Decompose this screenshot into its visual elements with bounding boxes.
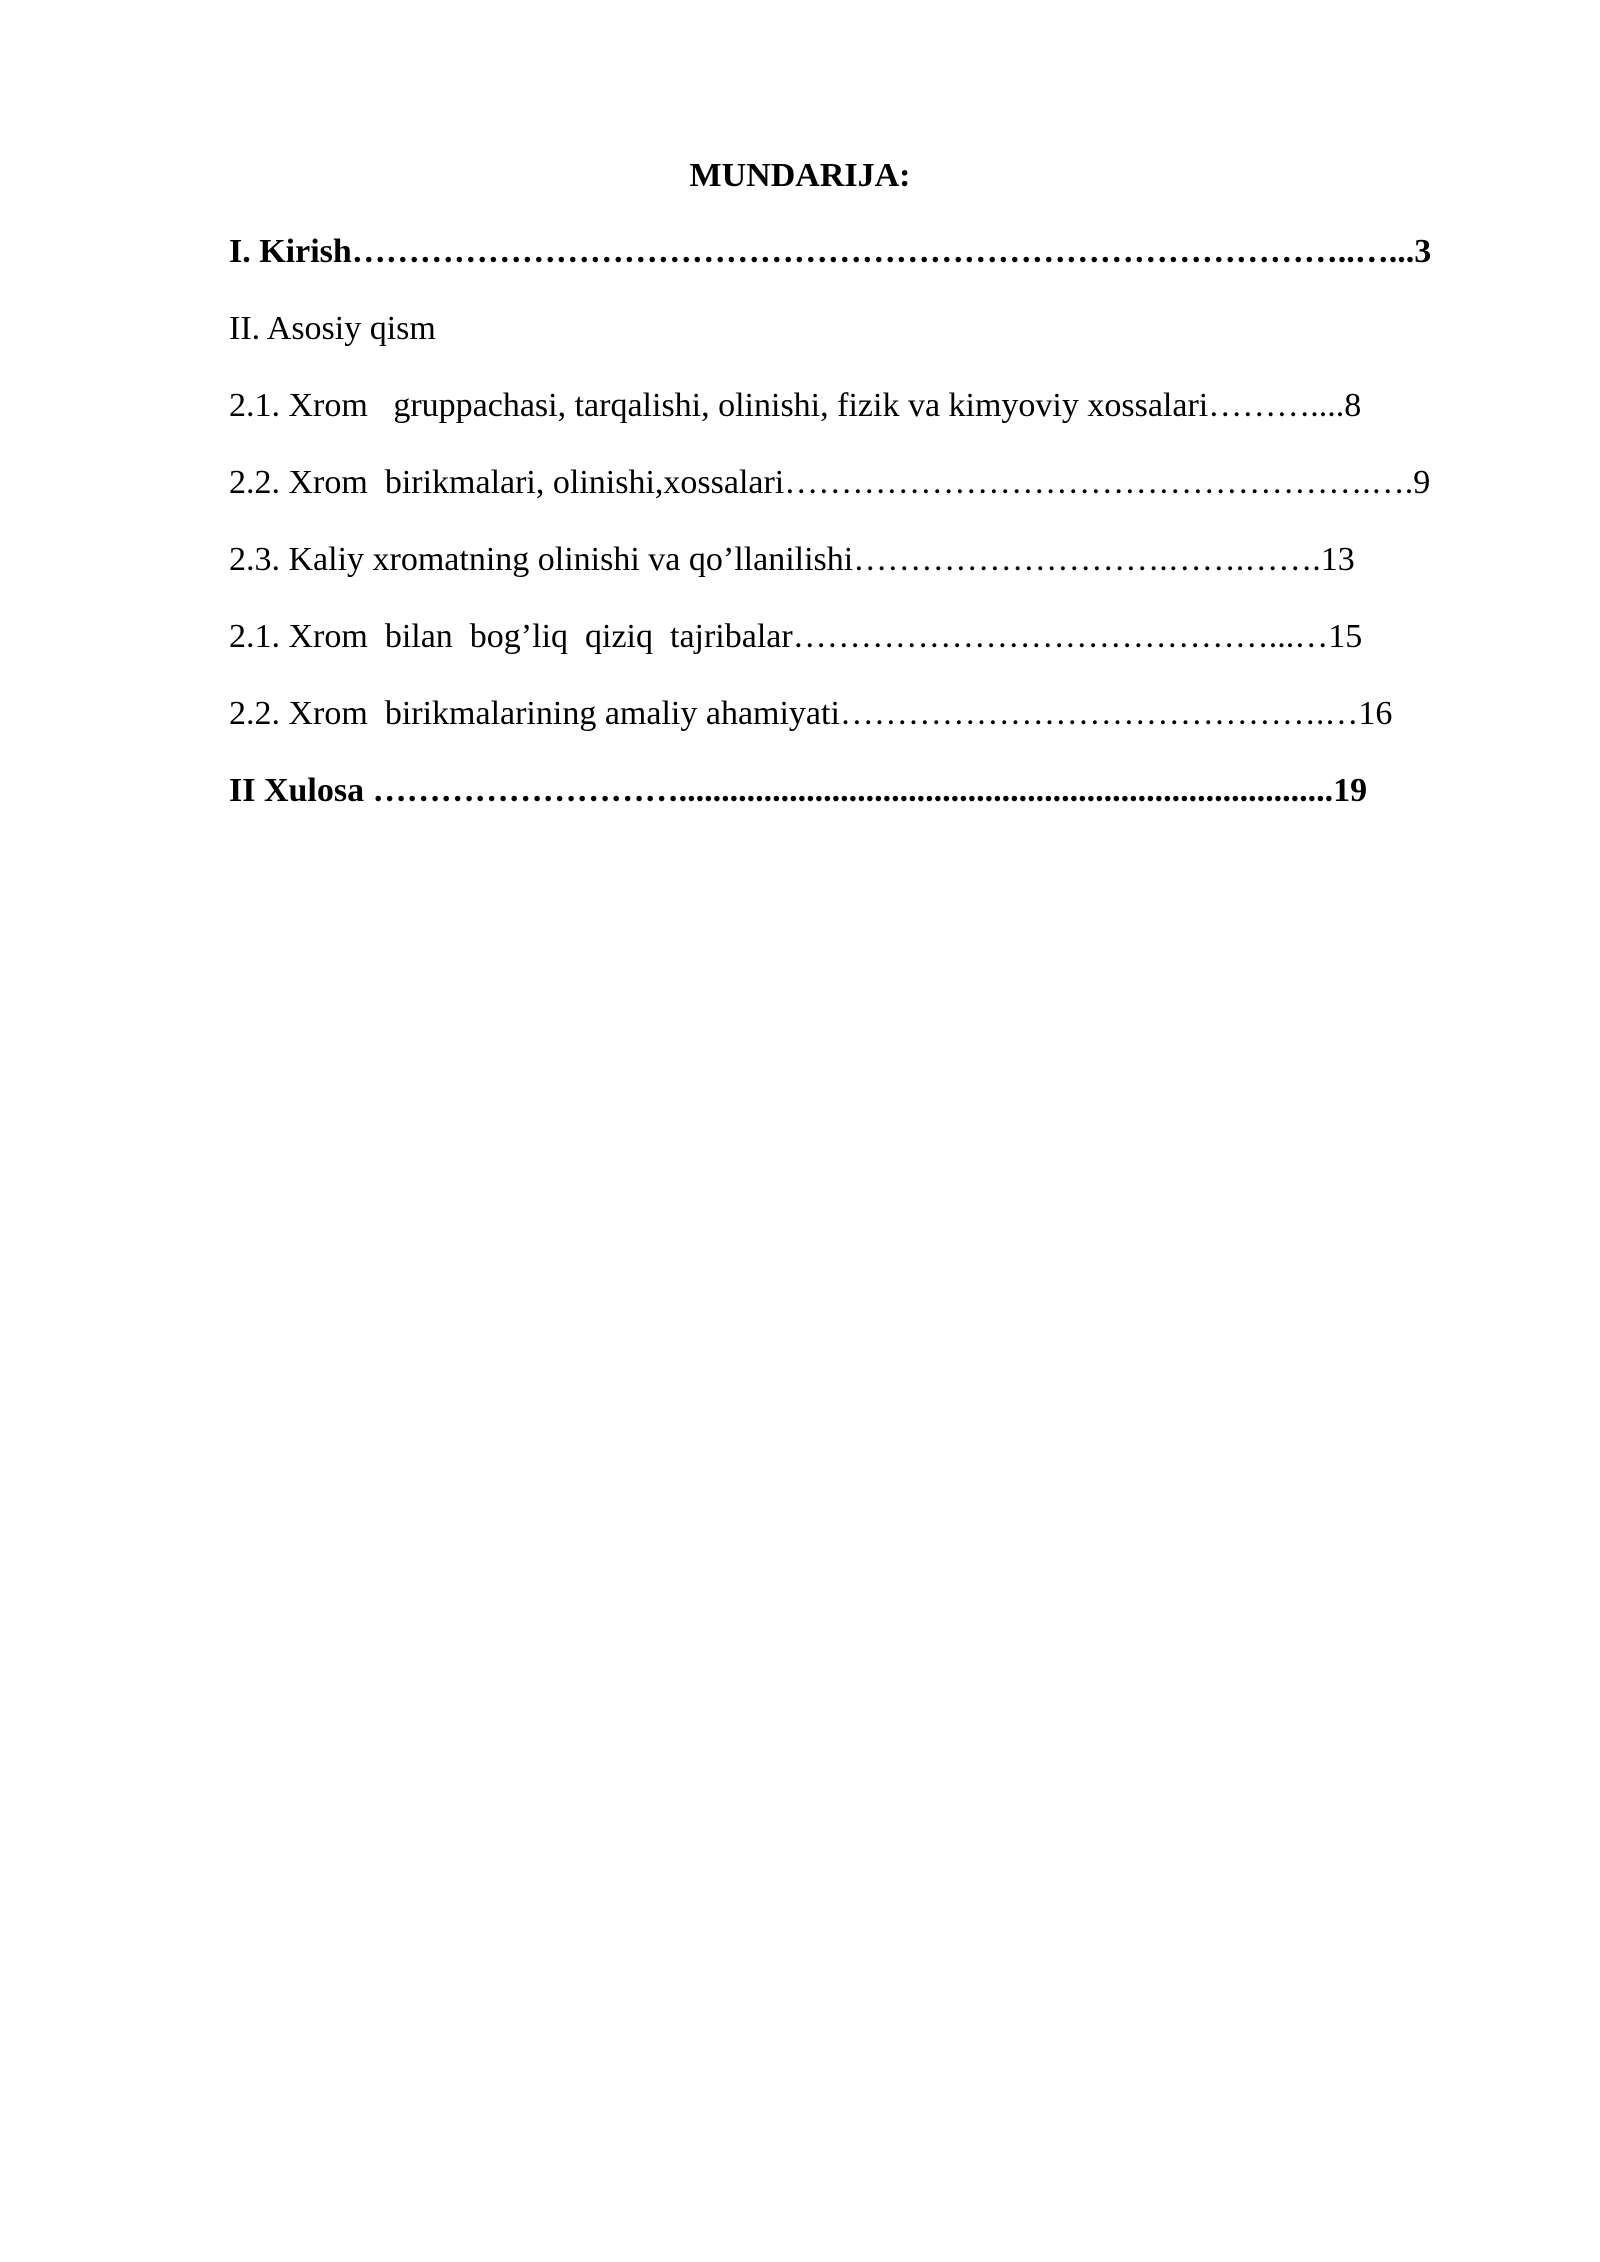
toc-entry-2-1-xrom-gruppachasi: 2.1. Xrom gruppachasi, tarqalishi, olinishi, fizik va kimyoviy xossalari………....8	[229, 387, 1362, 424]
toc-entry-kirish: I. Kirish……………………………………………………………………………..…...3	[229, 233, 1432, 270]
toc-entry-xulosa: II Xulosa ……………………….............................................................................19	[229, 772, 1368, 809]
toc-entry-2-2-amaliy-ahamiyati: 2.2. Xrom birikmalarining amaliy ahamiyati…………………………………….…16	[229, 695, 1393, 732]
toc-entry-asosiy-qism: II. Asosiy qism	[229, 310, 436, 347]
toc-entry-2-3-kaliy-xromat: 2.3. Kaliy xromatning olinishi va qo’llanilishi……………………….…….…….13	[229, 541, 1355, 578]
toc-entry-2-1-qiziq-tajribalar: 2.1. Xrom bilan bog’liq qiziq tajribalar……………………………………...…15	[229, 618, 1363, 655]
page-title: MUNDARIJA:	[689, 157, 911, 194]
toc-entry-2-2-xrom-birikmalari: 2.2. Xrom birikmalari, olinishi,xossalari…………………………………………….….9	[229, 464, 1431, 501]
